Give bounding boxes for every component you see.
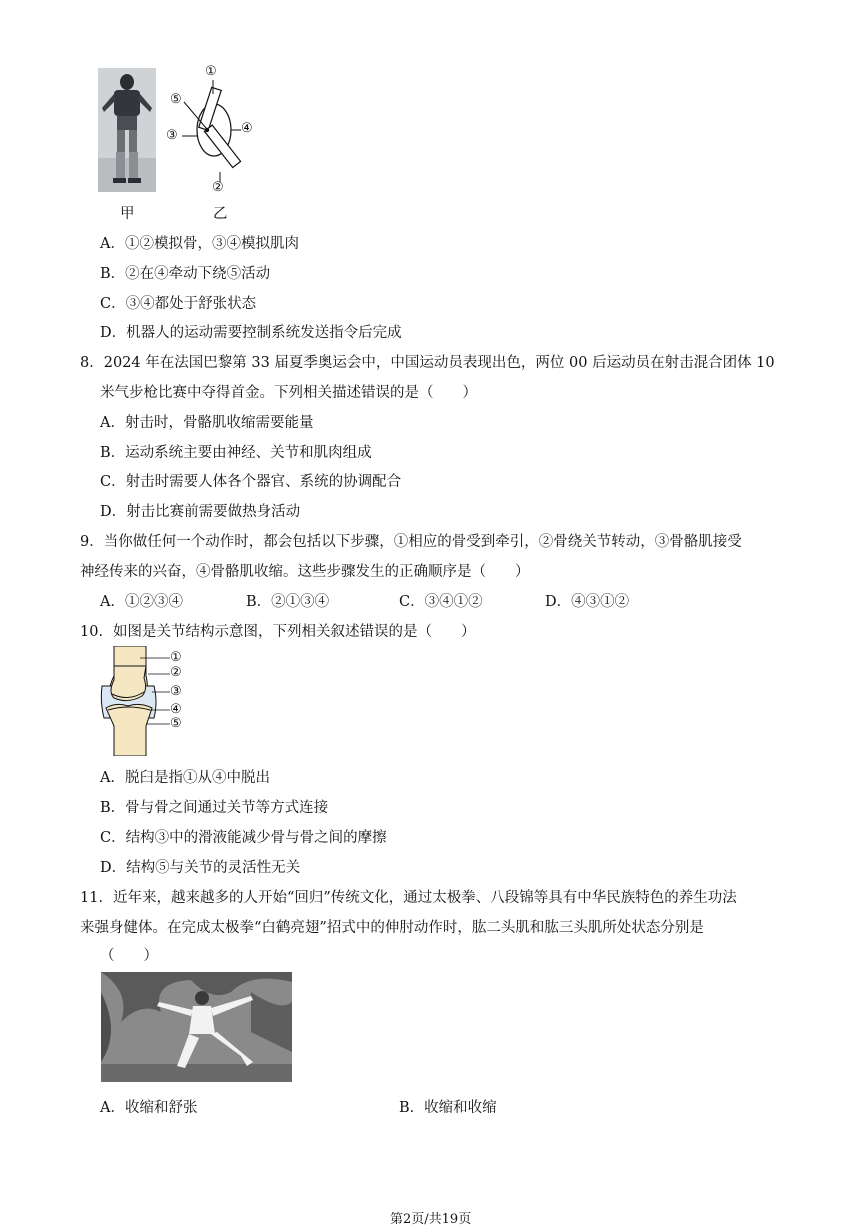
q9-stem-line1: 9．当你做任何一个动作时，都会包括以下步骤，①相应的骨受到牵引，②骨绕关节转动，③骨骼肌接受	[80, 534, 742, 550]
joint-marker-1: ①	[170, 650, 182, 665]
q10-option-b[interactable]: B．骨与骨之间通过关节等方式连接	[100, 800, 329, 816]
marker-3: ③	[166, 128, 178, 143]
q11-option-b[interactable]: B．收缩和收缩	[399, 1100, 497, 1116]
q8-stem-line2: 米气步枪比赛中夺得首金。下列相关描述错误的是（ ）	[100, 385, 477, 401]
joint-marker-2: ②	[170, 665, 182, 680]
joint-marker-3: ③	[170, 684, 182, 699]
q8-option-c[interactable]: C．射击时需要人体各个器官、系统的协调配合	[100, 474, 402, 490]
q9-option-c[interactable]: C．③④①②	[399, 594, 483, 610]
q8-option-d[interactable]: D．射击比赛前需要做热身活动	[100, 504, 301, 520]
q9-option-a[interactable]: A．①②③④	[100, 594, 183, 610]
q10-stem: 10．如图是关节结构示意图，下列相关叙述错误的是（ ）	[80, 624, 476, 640]
q11-option-a[interactable]: A．收缩和舒张	[100, 1100, 198, 1116]
q11-stem-line2: 来强身健体。在完成太极拳“白鹤亮翅”招式中的伸肘动作时，肱二头肌和肱三头肌所处状态分别是	[80, 920, 704, 936]
figure-label-jia: 甲	[120, 206, 135, 222]
page-footer: 第2页/共19页	[390, 1212, 472, 1227]
marker-1: ①	[205, 64, 217, 79]
q10-option-a[interactable]: A．脱臼是指①从④中脱出	[100, 770, 270, 786]
figure-label-yi: 乙	[213, 206, 228, 222]
robot-photo	[98, 68, 156, 192]
q7-option-b[interactable]: B．②在④牵动下绕⑤活动	[100, 266, 271, 282]
marker-2: ②	[212, 180, 224, 195]
q11-stem-line1: 11．近年来，越来越多的人开始“回归”传统文化，通过太极拳、八段锦等具有中华民族特色的养生功法	[80, 890, 737, 906]
q10-option-d[interactable]: D．结构⑤与关节的灵活性无关	[100, 860, 301, 876]
joint-marker-5: ⑤	[170, 716, 182, 731]
q9-option-d[interactable]: D．④③①②	[545, 594, 630, 610]
marker-5: ⑤	[170, 92, 182, 107]
q9-option-b[interactable]: B．②①③④	[246, 594, 330, 610]
q8-stem-line1: 8．2024 年在法国巴黎第 33 届夏季奥运会中，中国运动员表现出色，两位 00 后运动员在射击混合团体 10	[80, 355, 775, 371]
q7-option-d[interactable]: D．机器人的运动需要控制系统发送指令后完成	[100, 325, 402, 341]
q8-option-a[interactable]: A．射击时，骨骼肌收缩需要能量	[100, 415, 314, 431]
q7-option-c[interactable]: C．③④都处于舒张状态	[100, 296, 257, 312]
taichi-photo	[101, 972, 292, 1082]
q7-option-a[interactable]: A．①②模拟骨，③④模拟肌肉	[100, 236, 299, 252]
joint-marker-4: ④	[170, 702, 182, 717]
q11-stem-line3: （ ）	[100, 948, 158, 964]
joint-diagram	[96, 646, 192, 756]
marker-4: ④	[241, 121, 253, 136]
q8-option-b[interactable]: B．运动系统主要由神经、关节和肌肉组成	[100, 445, 372, 461]
arm-model-diagram	[162, 62, 267, 197]
q9-stem-line2: 神经传来的兴奋，④骨骼肌收缩。这些步骤发生的正确顺序是（ ）	[80, 564, 530, 580]
q10-option-c[interactable]: C．结构③中的滑液能减少骨与骨之间的摩擦	[100, 830, 387, 846]
